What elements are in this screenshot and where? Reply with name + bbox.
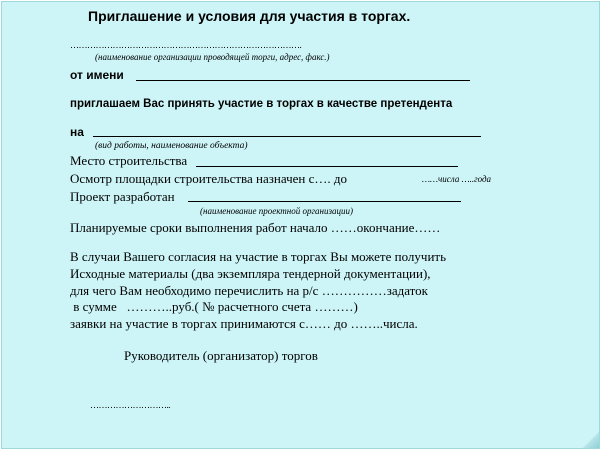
site-label: Место строительства xyxy=(70,153,188,168)
from-underline xyxy=(136,80,470,81)
paragraph-line: заявки на участие в торгах принимаются с…… до ……..числа. xyxy=(70,316,418,331)
document-title: Приглашение и условия для участия в торгах. xyxy=(88,8,411,24)
site-underline xyxy=(196,166,458,167)
organization-dots: ………………………………………………………………………. xyxy=(70,40,302,50)
object-label: на xyxy=(70,125,84,139)
paragraph-line: для чего Вам необходимо перечислить на р/с ……………задаток xyxy=(70,283,428,298)
paragraph-line: Исходные материалы (два экземпляра тендерной документации), xyxy=(70,266,431,281)
project-hint: (наименование проектной организации) xyxy=(200,206,354,216)
signature-dots: ……………………….. xyxy=(90,400,170,410)
invitation-text: приглашаем Вас принять участие в торгах в качестве претендента xyxy=(70,98,453,110)
object-underline xyxy=(93,136,481,137)
project-label: Проект разработан xyxy=(70,189,175,204)
document-sheet xyxy=(1,1,600,449)
organization-hint: (наименование организации проводящей торги, адрес, факс.) xyxy=(95,52,330,62)
paragraph-line: в сумме ………..руб.( № расчетного счета ………) xyxy=(70,299,358,314)
project-underline xyxy=(188,201,461,202)
schedule-text: Планируемые сроки выполнения работ начало ……окончание…… xyxy=(70,220,441,235)
from-label: от имени xyxy=(70,68,124,82)
paragraph-line: В случаи Вашего согласия на участие в торгах Вы можете получить xyxy=(70,249,447,264)
inspection-date-tail: ……числа …..года xyxy=(422,174,492,184)
work-hint: (вид работы, наименование объекта) xyxy=(95,141,248,151)
page-fold-corner xyxy=(583,432,599,448)
inspection-text: Осмотр площадки строительства назначен с…. до xyxy=(70,171,348,186)
signer-title: Руководитель (организатор) торгов xyxy=(124,348,318,363)
